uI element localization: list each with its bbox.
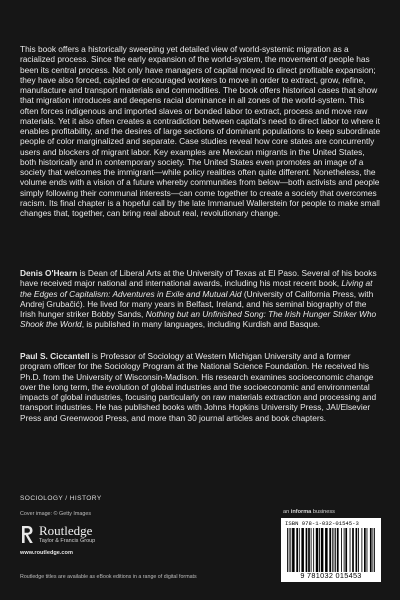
ebook-note: Routledge titles are available as eBook editions in a range of digital formats xyxy=(20,574,197,580)
barcode-stripe xyxy=(337,528,339,572)
author-name: Denis O'Hearn xyxy=(20,268,78,278)
bio-text: is Professor of Sociology at Western Michigan University and a former program officer for the Sociology Program at the National Science Foundation. He received his Ph.D. from the University of Wisconsin-Madison. His research examines socioeconomic change over the long term, the evolution of global industries and the socioeconomic and environmental impacts of global industries, focusing particularly on raw materials extraction and processing and transport industries. He has published books with Johns Hopkins University Press, JAI/Elsevier Press and Greenwood Press, and more than 30 journal articles and book chapters. xyxy=(20,351,377,423)
informa-brand: informa xyxy=(290,509,312,515)
barcode-stripe xyxy=(325,528,328,572)
barcode-stripe xyxy=(350,528,351,572)
barcode-digits: 9 781032 015453 xyxy=(300,571,362,580)
barcode-stripe xyxy=(308,528,310,572)
barcode-stripe xyxy=(361,528,362,572)
barcode-stripe xyxy=(290,528,291,572)
subject-category: SOCIOLOGY / HISTORY xyxy=(20,495,102,502)
barcode-stripe xyxy=(335,528,336,572)
barcode-stripe xyxy=(367,528,368,572)
barcode-stripe xyxy=(287,528,288,572)
barcode-bars xyxy=(287,528,375,572)
barcode-stripe xyxy=(321,528,324,572)
barcode-stripe xyxy=(356,528,358,572)
barcode-stripe xyxy=(289,528,290,572)
bio-text: is Dean of Liberal Arts at the University of Texas at El Paso. Several of his books have received major national and international awards, including his most recent book, xyxy=(20,268,377,289)
publisher-name: Routledge xyxy=(39,523,93,538)
book-title: Nothing but an Unfinished Song: The Irish Hunger Striker Who Shook the World xyxy=(20,309,377,330)
barcode-stripe xyxy=(364,528,366,572)
barcode-stripe xyxy=(370,528,372,572)
author-bio-ciccantell xyxy=(20,351,382,423)
barcode-stripe xyxy=(329,528,331,572)
barcode-stripe xyxy=(306,528,308,572)
informa-prefix: an xyxy=(283,509,291,515)
barcode-stripe xyxy=(345,528,347,572)
author-bio-ohearn xyxy=(20,268,382,330)
cover-image-credit: Cover image: © Getty Images xyxy=(20,511,92,517)
book-description: This book offers a historically sweeping yet detailed view of world-systemic migration as a racialized process. Since the early expansion of the world-system, the movement of people has been its central process. Not only have managers of capital moved to direct profitable expansion; they have also forced, cajoled or encouraged workers to move in order to extract, grow, refine, manufacture and transport materials and commodities. The book offers historical cases that show that migration introduces and deepens racial dominance in all zones of the world-system. This often forces indigenous and imported slaves or bonded labor to extract, process and move raw materials. Yet it also often creates a contradiction between capital's need to direct labor to where it enables profitability, and the desires of large sections of dominant populations to keep subordinate people of color marginalized and separate. Case studies reveal how core states are concurrently users and blockers of migrant labor. Key examples are Mexican migrants in the United States, both historically and in contemporary society. The United States even promotes an image of a society that welcomes the immigrant—while policy realities often quite different. Nonetheless, the volume ends with a vision of a future whereby communities from below—both activists and people simply following their communal interests—can come together to create a society that overcomes racism. Its final chapter is a hopeful call by the late Immanuel Wallerstein for people to make small changes that, together, can bring real about real, revolutionary change. xyxy=(20,44,381,218)
isbn-number: ISBN 978-1-032-01545-3 xyxy=(285,520,359,527)
barcode-stripe xyxy=(301,528,304,572)
bio-text: (University of California Press, with Andrej Grubačić). He lived for many years in Belfast, Ireland, and his seminal biography of the Irish hunger striker Bobby Sands, xyxy=(20,288,374,319)
barcode-stripe xyxy=(316,528,319,572)
publisher-group: Taylor & Francis Group xyxy=(39,538,96,544)
barcode-stripe xyxy=(311,528,312,572)
barcode-stripe xyxy=(332,528,333,572)
barcode-stripe xyxy=(334,528,335,572)
bio-text: , is published in many languages, including Kurdish and Basque. xyxy=(81,319,321,330)
barcode-stripe xyxy=(292,528,295,572)
book-title: Living at the Edges of Capitalism: Adventures in Exile and Mutual Aid xyxy=(20,278,373,299)
barcode-stripe xyxy=(313,528,314,572)
informa-suffix: business xyxy=(311,509,335,515)
barcode-stripe xyxy=(372,528,373,572)
informa-business-tag xyxy=(283,509,335,515)
publisher-logo xyxy=(20,523,140,559)
isbn-barcode xyxy=(281,518,381,582)
author-name: Paul S. Ciccantell xyxy=(20,351,90,361)
barcode-stripe xyxy=(299,528,300,572)
barcode-stripe xyxy=(374,528,375,572)
barcode-stripe xyxy=(341,528,342,572)
barcode-stripe xyxy=(352,528,354,572)
barcode-stripe xyxy=(358,528,359,572)
barcode-stripe xyxy=(319,528,320,572)
barcode-stripe xyxy=(296,528,298,572)
routledge-r-icon xyxy=(20,524,34,544)
publisher-url: www.routledge.com xyxy=(20,550,73,556)
barcode-stripe xyxy=(344,528,345,572)
